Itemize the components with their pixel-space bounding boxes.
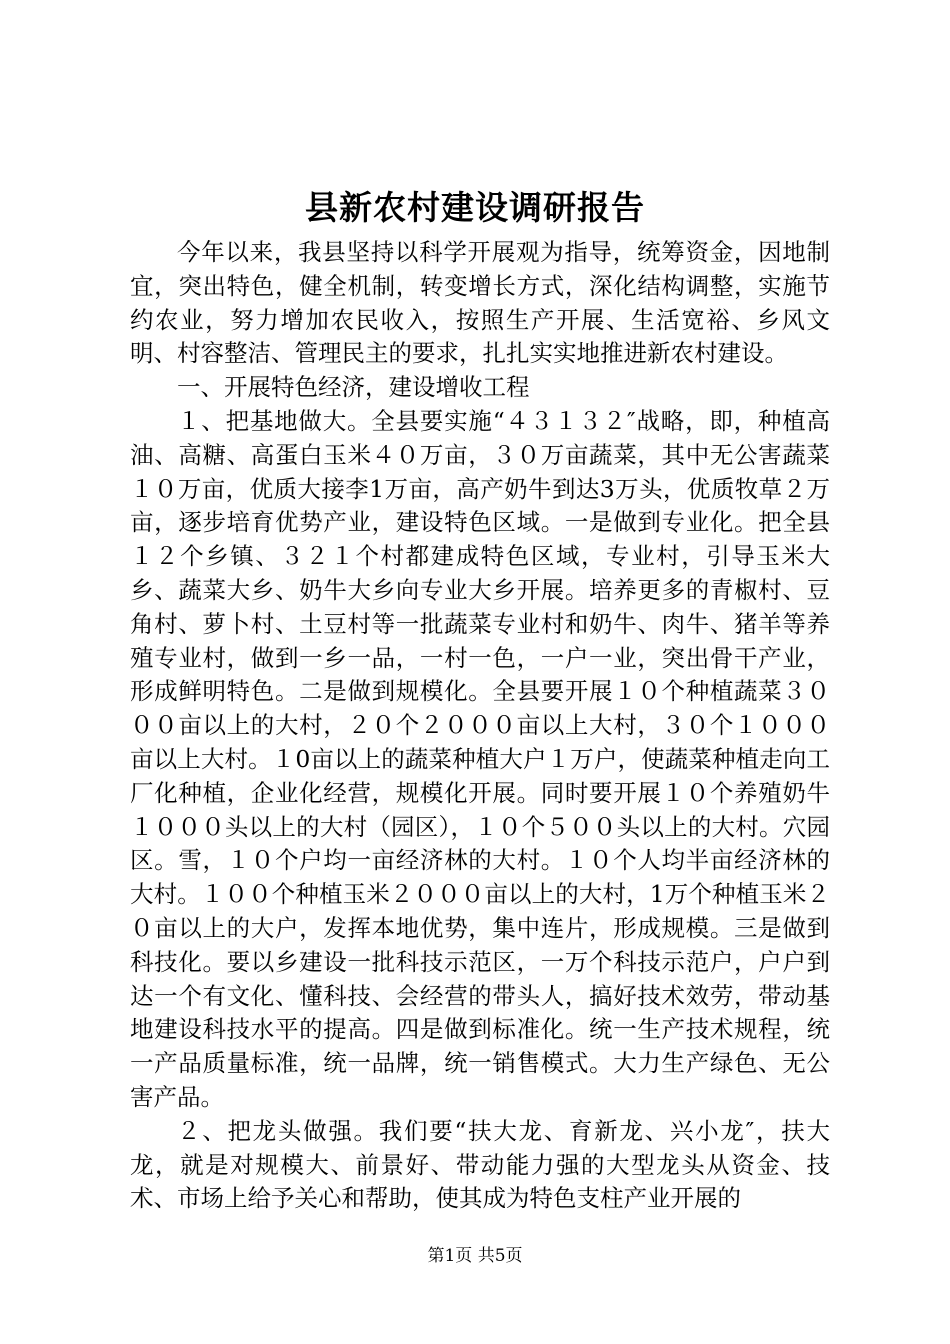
section-heading: 一、开展特色经济，建设增收工程 bbox=[177, 373, 530, 402]
paragraph-base-expansion: １、把基地做大。全县要实施“４３１３２″战略，即，种植高油、高糖、高蛋白玉米４０万亩，３０万亩蔬菜，其中无公害蔬菜１０万亩，优质大接李1万亩，高产奶牛到达3万头，优质牧草２万亩，逐步培育优势产业，建设特色区域。一是做到专业化。把全县１２个乡镇、３２１个村都建成特色区域，专业村，引导玉米大乡、蔬菜大乡、奶牛大乡向专业大乡开展。培养更多的青椒村、豆角村、萝卜村、土豆村等一批蔬菜专业村和奶牛、肉牛、猪羊等养殖专业村，做到一乡一品，一村一色，一户一业，突出骨干产业，形成鲜明特色。二是做到规模化。全县要开展１０个种植蔬菜３０００亩以上的大村，２０个２０００亩以上大村，３０个１０００亩以上大村。１0亩以上的蔬菜种植大户１万户，使蔬菜种植走向工厂化种植，企业化经营，规模化开展。同时要开展１０个养殖奶牛１０００头以上的大村（园区），１０个５００头以上的大村。穴园区。雪，１０个户均一亩经济林的大村。１０个人均半亩经济林的大村。１００个种植玉米２０００亩以上的大村，1万个种植玉米２０亩以上的大户，发挥本地优势，集中连片，形成规模。三是做到科技化。要以乡建设一批科技示范区，一万个科技示范户，户户到达一个有文化、懂科技、会经营的带头人，搞好技术效劳，带动基地建设科技水平的提高。四是做到标准化。统一生产技术规程，统一产品质量标准，统一品牌，统一销售模式。大力生产绿色、无公害产品。 bbox=[130, 406, 830, 1111]
document-body bbox=[130, 236, 830, 1216]
page-footer: 第1页 共5页 bbox=[427, 1246, 523, 1266]
paragraph-leading-enterprise: ２、把龙头做强。我们要“扶大龙、育新龙、兴小龙″，扶大龙，就是对规模大、前景好、带动能力强的大型龙头从资金、技术、市场上给予关心和帮助，使其成为特色支柱产业开展的 bbox=[130, 1116, 830, 1213]
paragraph-intro: 今年以来，我县坚持以科学开展观为指导，统筹资金，因地制宜，突出特色，健全机制，转变增长方式，深化结构调整，实施节约农业，努力增加农民收入，按照生产开展、生活宽裕、乡风文明、村容整洁、管理民主的要求，扎扎实实地推进新农村建设。 bbox=[130, 238, 830, 368]
document-title: 县新农村建设调研报告 bbox=[305, 188, 645, 227]
